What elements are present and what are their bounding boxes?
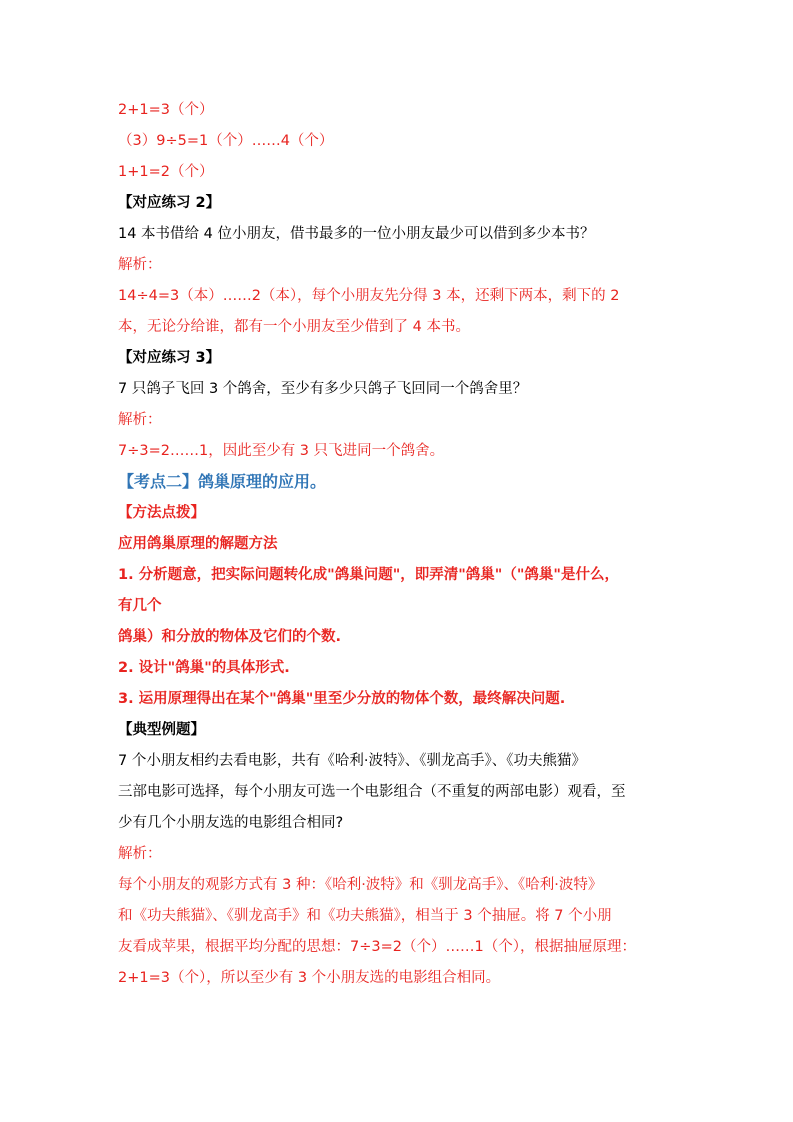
analysis-label: 解析： <box>118 412 162 428</box>
analysis-label: 解析： <box>118 257 162 273</box>
section-heading: 【考点二】鸽巢原理的应用。 <box>118 472 327 491</box>
method-step: 有几个 <box>118 598 162 614</box>
question-text: 14 本书借给 4 位小朋友，借书最多的一位小朋友最少可以借到多少本书？ <box>118 226 595 242</box>
question-text: 7 个小朋友相约去看电影，共有《哈利·波特》、《驯龙高手》、《功夫熊猫》 <box>118 753 586 769</box>
answer-line: （3）9÷5=1（个）……4（个） <box>118 133 334 149</box>
document-page <box>118 100 678 999</box>
question-text: 少有几个小朋友选的电影组合相同? <box>118 815 344 831</box>
example-heading: 【典型例题】 <box>118 722 205 738</box>
method-step: 鸽巢）和分放的物体及它们的个数. <box>118 629 342 645</box>
analysis-text: 14÷4=3（本）……2（本），每个小朋友先分得 3 本，还剩下两本，剩下的 2 <box>118 288 620 304</box>
question-text: 7 只鸽子飞回 3 个鸽舍，至少有多少只鸽子飞回同一个鸽舍里？ <box>118 381 528 397</box>
analysis-text: 2+1=3（个），所以至少有 3 个小朋友选的电影组合相同。 <box>118 970 501 986</box>
question-text: 三部电影可选择，每个小朋友可选一个电影组合（不重复的两部电影）观看，至 <box>118 784 626 800</box>
analysis-text: 友看成苹果，根据平均分配的思想：7÷3=2（个）……1（个），根据抽屉原理： <box>118 939 636 955</box>
method-step: 1. 分析题意，把实际问题转化成"鸽巢问题"，即弄清"鸽巢"（"鸽巢"是什么， <box>118 567 619 583</box>
exercise-heading: 【对应练习 3】 <box>118 350 221 366</box>
method-heading: 【方法点拨】 <box>118 505 205 521</box>
method-step: 3. 运用原理得出在某个"鸽巢"里至少分放的物体个数，最终解决问题. <box>118 691 566 707</box>
analysis-text: 本，无论分给谁，都有一个小朋友至少借到了 4 本书。 <box>118 319 470 335</box>
analysis-text: 7÷3=2……1，因此至少有 3 只飞进同一个鸽舍。 <box>118 443 445 459</box>
analysis-label: 解析： <box>118 846 162 862</box>
analysis-text: 和《功夫熊猫》、《驯龙高手》和《功夫熊猫》，相当于 3 个抽屉。将 7 个小朋 <box>118 908 612 924</box>
method-step: 2. 设计"鸽巢"的具体形式. <box>118 660 290 676</box>
method-title: 应用鸽巢原理的解题方法 <box>118 536 278 552</box>
answer-line: 2+1=3（个） <box>118 102 214 118</box>
exercise-heading: 【对应练习 2】 <box>118 195 221 211</box>
analysis-text: 每个小朋友的观影方式有 3 种：《哈利·波特》和《驯龙高手》、《哈利·波特》 <box>118 877 603 893</box>
answer-line: 1+1=2（个） <box>118 164 214 180</box>
